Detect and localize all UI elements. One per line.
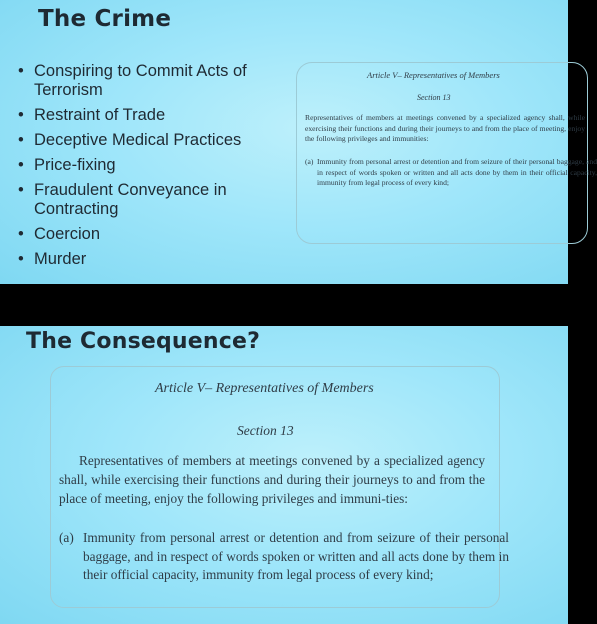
bullet-item — [18, 156, 298, 175]
bullet-text: Deceptive Medical Practices — [34, 131, 242, 149]
article-heading: Article V– Representatives of Members — [155, 381, 374, 396]
bullet-icon: • — [18, 156, 24, 174]
bullet-text: Murder — [34, 250, 87, 268]
bullet-item — [18, 250, 298, 269]
excerpt-paragraph: Representatives of members at meetings convened by a specialized agency shall, while exercising their functions and during their journeys to and from the place of meeting, enjoy the following privileges and immuni-ties: — [59, 453, 485, 506]
bullet-text: Coercion — [34, 225, 101, 243]
bullet-item — [18, 106, 298, 125]
bullet-text: Restraint of Trade — [34, 106, 166, 124]
bullet-item — [18, 131, 298, 150]
crime-bullet-list — [18, 62, 298, 275]
bullet-icon: • — [18, 225, 24, 243]
excerpt-item-a — [305, 157, 597, 189]
excerpt-item-a — [59, 529, 509, 585]
bullet-icon: • — [18, 250, 24, 268]
bullet-text: Price-fixing — [34, 156, 116, 174]
slide-title: The Consequence? — [26, 329, 261, 354]
bullet-text: Fraudulent Conveyance in Contracting — [34, 181, 227, 218]
item-text: Immunity from personal arrest or detention and from seizure of their personal baggage, and in respect of words spoken or written and all acts done by them in their official capacity, immunity from legal process of every kind; — [317, 157, 597, 187]
section-heading: Section 13 — [417, 93, 451, 102]
article-heading: Article V– Representatives of Members — [367, 70, 500, 80]
item-label: (a) — [305, 157, 314, 166]
section-heading: Section 13 — [237, 423, 294, 438]
bullet-item — [18, 225, 298, 244]
excerpt-paragraph: Representatives of members at meetings convened by a specialized agency shall, while exercising their functions and during their journeys to and from the place of meeting, enjoy the following privileges and immunities: — [305, 113, 585, 143]
bullet-text: Conspiring to Commit Acts of Terrorism — [34, 62, 247, 99]
bullet-icon: • — [18, 106, 24, 124]
bullet-item — [18, 181, 298, 219]
treaty-excerpt-card — [296, 62, 597, 244]
item-label: (a) — [59, 530, 74, 545]
bullet-icon: • — [18, 181, 24, 199]
slide-the-consequence — [0, 326, 568, 624]
slide-the-crime — [0, 0, 597, 284]
bullet-icon: • — [18, 131, 24, 149]
bullet-icon: • — [18, 62, 24, 80]
item-text: Immunity from personal arrest or detention and from seizure of their personal baggage, and in respect of words spoken or written and all acts done by them in their official capacity, immunity from legal process of every kind; — [83, 530, 509, 582]
slide-title: The Crime — [38, 6, 172, 32]
bullet-item — [18, 62, 298, 100]
treaty-excerpt-card — [50, 366, 509, 608]
